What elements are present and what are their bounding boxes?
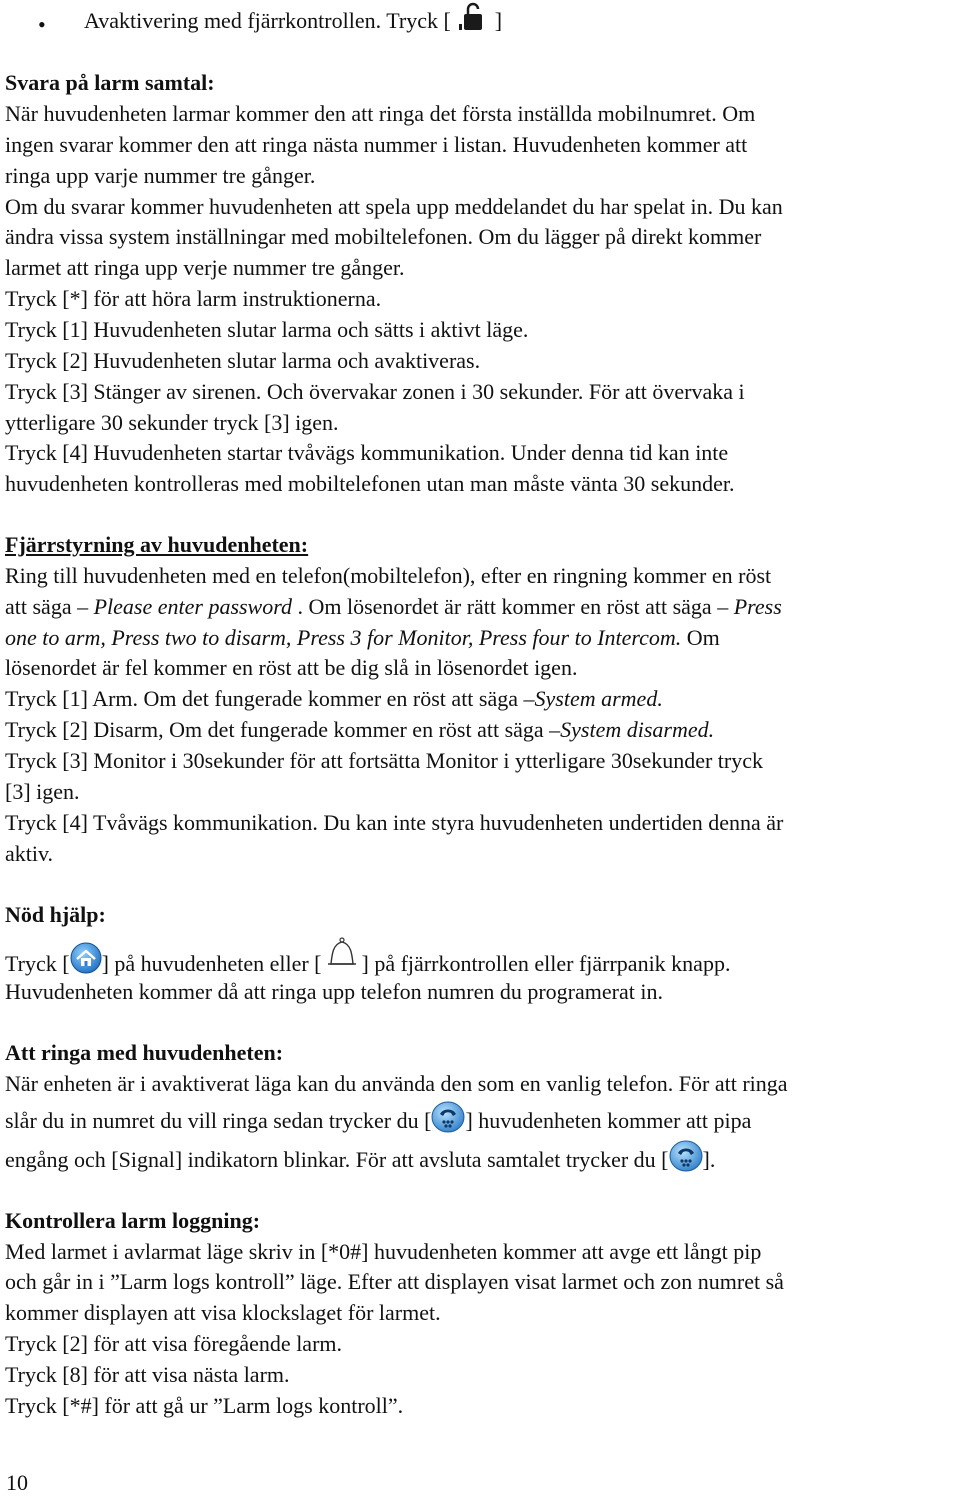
- paragraph-line: kommer displayen att visa klockslaget för larmet.: [5, 1300, 441, 1325]
- paragraph-line: och går in i ”Larm logs kontroll” läge. Efter att displayen visat larmet och zon numret så: [5, 1269, 784, 1294]
- phone-button-icon: [431, 1101, 465, 1133]
- call-line-with-icon: slår du in numret du vill ringa sedan trycker du [ ] huvudenheten kommer att pipa: [5, 1106, 751, 1139]
- paragraph-line: Tryck [8] för att visa nästa larm.: [5, 1362, 290, 1387]
- lock-remote-icon: [455, 0, 491, 34]
- heading-alarm-log: Kontrollera larm loggning:: [5, 1208, 261, 1233]
- paragraph-line: Tryck [2] Disarm, Om det fungerade kommer en röst att säga –System disarmed.: [5, 717, 715, 742]
- paragraph-line: larmet att ringa upp verje nummer tre gånger.: [5, 255, 405, 280]
- heading-remote-control: Fjärrstyrning av huvudenheten:: [5, 532, 309, 557]
- paragraph-line: Ring till huvudenheten med en telefon(mobiltelefon), efter en ringning kommer en röst: [5, 563, 772, 588]
- phone-button-icon: [669, 1140, 703, 1172]
- paragraph-line: Tryck [3] Monitor i 30sekunder för att fortsätta Monitor i ytterligare 30sekunder tryck: [5, 748, 764, 773]
- paragraph-line: Med larmet i avlarmat läge skriv in [*0#] huvudenheten kommer att avge ett långt pip: [5, 1239, 762, 1264]
- paragraph-line: huvudenheten kontrolleras med mobiltelefonen utan man måste vänta 30 sekunder.: [5, 471, 735, 496]
- paragraph-line: Tryck [*] för att höra larm instruktionerna.: [5, 286, 382, 311]
- paragraph-line: ringa upp varje nummer tre gånger.: [5, 163, 316, 188]
- paragraph-line: ingen svarar kommer den att ringa nästa nummer i listan. Huvudenheten kommer att: [5, 132, 748, 157]
- paragraph-line: ytterligare 30 sekunder tryck [3] igen.: [5, 410, 339, 435]
- remote-deactivate-line: Avaktivering med fjärrkontrollen. Tryck [ ]: [84, 6, 502, 40]
- paragraph-line: Huvudenheten kommer då att ringa upp telefon numren du programerat in.: [5, 979, 663, 1004]
- paragraph-line: När huvudenheten larmar kommer den att ringa det första inställda mobilnumret. Om: [5, 101, 756, 126]
- paragraph-line: Tryck [*#] för att gå ur ”Larm logs kontroll”.: [5, 1393, 404, 1418]
- paragraph-line: Tryck [2] för att visa föregående larm.: [5, 1331, 343, 1356]
- page-number: 10: [6, 1470, 28, 1495]
- paragraph-line: Tryck [2] Huvudenheten slutar larma och avaktiveras.: [5, 348, 481, 373]
- paragraph-line: lösenordet är fel kommer en röst att be dig slå in lösenordet igen.: [5, 655, 578, 680]
- call-line-with-icon: engång och [Signal] indikatorn blinkar. För att avsluta samtalet trycker du [ ].: [5, 1145, 715, 1178]
- heading-call-with-unit: Att ringa med huvudenheten:: [5, 1040, 284, 1065]
- paragraph-line: one to arm, Press two to disarm, Press 3 for Monitor, Press four to Intercom. Om: [5, 625, 720, 650]
- paragraph-line: ändra vissa system inställningar med mobiltelefonen. Om du lägger på direkt kommer: [5, 224, 762, 249]
- paragraph-line: När enheten är i avaktiverat läga kan du använda den som en vanlig telefon. För att ringa: [5, 1071, 788, 1096]
- paragraph-line: Tryck [3] Stänger av sirenen. Och övervakar zonen i 30 sekunder. För att övervaka i: [5, 379, 745, 404]
- heading-answer-alarm-call: Svara på larm samtal:: [5, 70, 215, 95]
- paragraph-line: Tryck [4] Tvåvägs kommunikation. Du kan inte styra huvudenheten undertiden denna är: [5, 810, 784, 835]
- bullet: •: [38, 12, 46, 37]
- paragraph-line: att säga – Please enter password . Om lösenordet är rätt kommer en röst att säga – Press: [5, 594, 782, 619]
- paragraph-line: Om du svarar kommer huvudenheten att spela upp meddelandet du har spelat in. Du kan: [5, 194, 783, 219]
- paragraph-line: aktiv.: [5, 841, 54, 866]
- paragraph-line: Tryck [1] Huvudenheten slutar larma och sätts i aktivt läge.: [5, 317, 529, 342]
- emergency-line: Tryck [ ] på huvudenheten eller [ ] på fjärrkontrollen eller fjärrpanik knapp.: [5, 946, 730, 986]
- home-button-icon: [70, 942, 102, 974]
- paragraph-line: Tryck [4] Huvudenheten startar tvåvägs kommunikation. Under denna tid kan inte: [5, 440, 729, 465]
- bell-icon: [322, 934, 362, 974]
- heading-emergency-help: Nöd hjälp:: [5, 902, 106, 927]
- paragraph-line: Tryck [1] Arm. Om det fungerade kommer en röst att säga –System armed.: [5, 686, 663, 711]
- paragraph-line: [3] igen.: [5, 779, 80, 804]
